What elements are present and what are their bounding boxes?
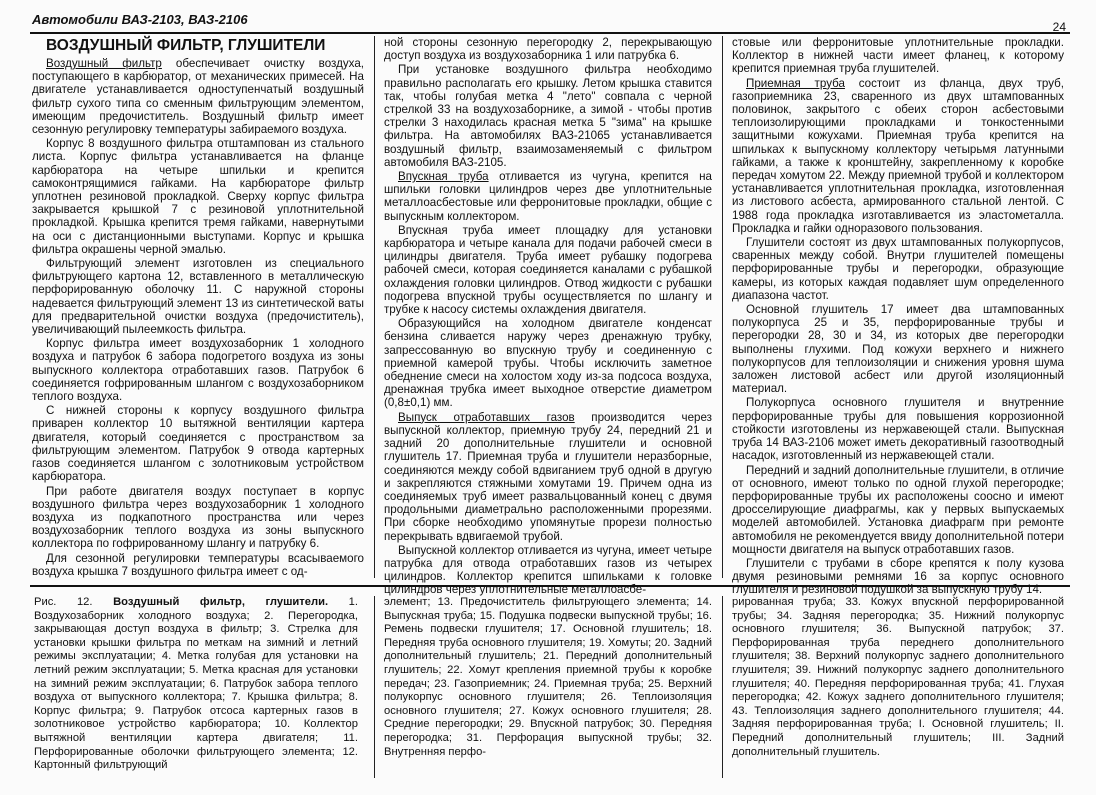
- term-exhaust: Выпуск отработавших газов: [398, 410, 575, 424]
- text-column-3: [732, 36, 1065, 597]
- paragraph: [384, 170, 712, 223]
- paragraph-text: отливается из чугуна, крепится на шпильки головки цилиндров через две уплотнительные металлоасбестовые или ферронитовые прокладки, общие с выпускным коллектором.: [384, 170, 712, 223]
- running-head: Автомобили ВАЗ-2103, ВАЗ-2106: [32, 12, 248, 27]
- paragraph: Впускная труба имеет площадку для установки карбюратора и четыре канала для подачи рабочей смеси в цилиндры двигателя. Труба имеет рубашку подогрева рабочей смеси, которая соединяется каналами с рубашкой охлаждения головки цилиндров. Отвод жидкости с рубашки подогрева впускной трубы осуществляется по шлангу и трубке к насосу системы охлаждения двигателя.: [384, 223, 712, 317]
- paragraph-text: состоит из фланца, двух труб, газоприемника 23, сваренного из двух штампованных половинок, закрытого с обеих сторон асбестовыми теплоизолирующими прокладками и тонкостенными защитными кожухами. Приемная труба крепится на шпильках к выпускному коллектору четырьмя латунными гайками, а также к кронштейну, закрепленному к коробке передач хомутом 22. Между приемной трубой и коллектором устанавливается уплотнительная прокладка, изготовленная из листового асбеста, армированного стальной лентой. С 1988 года прокладка изготавливается из эластометалла. Прокладка и гайки одноразового пользования.: [732, 76, 1065, 235]
- paragraph: Глушители с трубами в сборе крепятся к полу кузова двумя резиновыми ремнями 16 за корпус основного глушителя и резиновой подушкой за выпускную трубу 14.: [732, 556, 1064, 597]
- text-column-2: [384, 36, 713, 597]
- paragraph: Полукорпуса основного глушителя и внутренние перфорированные трубы для повышения коррозионной стойкости изготовлены из нержавеющей стали. Выпускная труба 14 ВАЗ-2106 может иметь декоративный газоотводный насадок, изготовленный из нержавеющей стали.: [732, 396, 1064, 463]
- figure-caption-col-2: элемент; 13. Предочиститель фильтрующего элемента; 14. Выпускная труба; 15. Подушка подвески выпускной трубы; 16. Ремень подвески глушителя; 17. Основной глушитель; 18. Передняя труба основного глушителя; 19. Хомуты; 20. Задний дополнительный глушитель; 21. Передний дополнительный глушитель; 22. Хомут крепления приемной трубы к коробке передач; 23. Газоприемник; 24. Приемная труба; 25. Верхний полукорпус основного глушителя; 26. Теплоизоляция основного глушителя; 27. Кожух основного глушителя; 28. Средние перегородки; 29. Впускной патрубок; 30. Передняя перегородка; 31. Перфорация выпускной трубы; 32. Внутренняя перфо-: [384, 596, 712, 758]
- paragraph: Глушители состоят из двух штампованных полукорпусов, сваренных между собой. Внутри глушителей помещены перфорированные трубы и перегородки, образующие камеры, из которых каждая подавляет шум определенного диапазона частот.: [732, 236, 1064, 302]
- paragraph: Образующийся на холодном двигателе конденсат бензина сливается наружу через дренажную трубку, запрессованную во впускную трубу и соединенную с приемной камерой трубы. Чтобы исключить заметное обеднение смеси на холостом ходу из-за подсоса воздуха, дренажная трубка имеет выходное отверстие диаметром (0,8±0,1) мм.: [384, 317, 712, 410]
- paragraph: Для сезонной регулировки температуры всасываемого воздуха крышка 7 воздушного фильтра имеет с од-: [32, 551, 364, 578]
- term-receiving-pipe: Приемная труба: [746, 76, 845, 90]
- paragraph: [384, 411, 712, 543]
- paragraph: При установке воздушного фильтра необходимо правильно располагать его крышку. Летом крышка ставится так, чтобы голубая метка 4 "лето" совпала с черной стрелкой 33 на воздухозаборнике, а зимой - чтобы против стрелки 3 находилась красная метка 5 "зима" на крышке фильтра. На автомобилях ВАЗ-21065 устанавливается воздушный фильтр, взаимозаменяемый с фильтром автомобиля ВАЗ-2105.: [384, 63, 712, 169]
- page-number: 24: [1052, 20, 1066, 34]
- caption-divider: [722, 596, 723, 778]
- paragraph: При работе двигателя воздух поступает в корпус воздушного фильтра через воздухозаборник 1 холодного воздуха из подкапотного пространства или через воздухозаборник теплого воздуха из зоны выпускного коллектора по гофрированному шлангу и патрубку 6.: [32, 484, 364, 551]
- paragraph: Корпус 8 воздушного фильтра отштампован из стального листа. Корпус фильтра устанавливается на фланце карбюратора на четыре шпильки и крепится самоконтрящимися гайками. На карбюраторе фильтр уплотнен резиновой прокладкой. Сверху корпус фильтра закрывается крышкой 7 с резиновой уплотнительной прокладкой. Крышка крепится тремя гайками, навернутыми на оси с дистанционными выступами. Корпус и крышка фильтра окрашены черной эмалью.: [32, 137, 364, 256]
- column-divider: [722, 36, 723, 578]
- paragraph: стовые или ферронитовые уплотнительные прокладки. Коллектор в нижней части имеет фланец, к которому крепится приемная труба глушителей.: [732, 36, 1064, 76]
- figure-caption-col-3: рированная труба; 33. Кожух впускной перфорированной трубы; 34. Задняя перегородка; 35. Нижний полукорпус основного глушителя; 36. Выпускной патрубок; 37. Перфорированная труба переднего дополнительного глушителя; 38. Верхний полукорпус заднего дополнительного глушителя; 39. Нижний полукорпус заднего дополнительного глушителя; 40. Передняя перфорированная труба; 41. Глухая перегородка; 42. Кожух заднего дополнительного глушителя; 43. Теплоизоляция заднего дополнительного глушителя; 44. Задняя перфорированная труба; I. Основной глушитель; II. Передний дополнительный глушитель; III. Задний дополнительный глушитель.: [732, 596, 1064, 758]
- paragraph: ной стороны сезонную перегородку 2, перекрывающую доступ воздуха из воздухозаборника 1 или патрубка 6.: [384, 36, 712, 63]
- section-title: ВОЗДУШНЫЙ ФИЛЬТР, ГЛУШИТЕЛИ: [46, 37, 326, 54]
- page-header: [30, 10, 1070, 34]
- paragraph: Передний и задний дополнительные глушители, в отличие от основного, имеют только по одной глухой перегородке; перфорированные трубы их расположены соосно и имеют дросселирующие диафрагмы, как у первых выпускаемых моделей автомобилей. Установка диафрагм при ремонте автомобиля не рекомендуется ввиду дополнительной потери мощности двигателя на выпуск отработавших газов.: [732, 463, 1064, 556]
- paragraph: Фильтрующий элемент изготовлен из специального фильтрующего картона 12, вставленного в металлическую перфорированную оболочку 11. С наружной стороны надевается фильтрующий элемент 13 из синтетической ваты для предварительной очистки воздуха (предочиститель), увеличивающий пылеемкость фильтра.: [32, 257, 364, 337]
- figure-label: Рис. 12.: [34, 596, 93, 608]
- paragraph: [32, 57, 364, 136]
- caption-text: 1. Воздухозаборник холодного воздуха; 2. Перегородка, закрывающая доступ воздуха в фильтр; 3. Стрелка для установки крышки фильтра по меткам на зимний и летний режимы эксплуатации; 4. Метка голубая для установки на летний режим эксплуатации; 5. Метка красная для установки на зимний режим эксплуатации; 6. Патрубок забора теплого воздуха от выпускного коллектора; 7. Крышка фильтра; 8. Корпус фильтра; 9. Патрубок отсоса картерных газов в золотниковое устройство карбюратора; 10. Коллектор вытяжной вентиляции картера двигателя; 11. Перфорированные оболочки фильтрующего элемента; 12. Картонный фильтрующий: [34, 596, 358, 772]
- paragraph: [732, 77, 1064, 235]
- paragraph: Корпус фильтра имеет воздухозаборник 1 холодного воздуха и патрубок 6 забора подогретого воздуха из зоны выпускного коллектора отработавших газов. Патрубок 6 соединяется гофрированным шлангом с воздухозаборником теплого воздуха.: [32, 337, 364, 404]
- column-divider: [374, 36, 375, 578]
- paragraph: Основной глушитель 17 имеет два штампованных полукорпуса 25 и 35, перфорированные трубы и перегородки 28, 30 и 34, из которых две перегородки выполнены глухими. Под кожухи верхнего и нижнего полукорпусов для теплоизоляции и снижения уровня шума заложен листовой асбест или другой изоляционный материал.: [732, 303, 1064, 396]
- term-air-filter: Воздушный фильтр: [46, 57, 162, 70]
- text-column-1: [32, 36, 364, 576]
- paragraph-text: обеспечивает очистку воздуха, поступающего в карбюратор, от механических примесей. На двигателе устанавливается одноступенчатый воздушный фильтр сухого типа со сменным фильтрующим элементом, имеющим предочиститель. Воздушный фильтр имеет сезонную регулировку температуры забираемого воздуха.: [32, 57, 364, 137]
- caption-divider: [374, 596, 375, 778]
- paragraph-text: производится через выпускной коллектор, приемную трубу 24, передний 21 и задний 20 дополнительные глушители и основной глушитель 17. Приемная труба и глушители неразборные, соединяются между собой вдвиганием труб одной в другую и закрепляются стяжными хомутами 19. Причем одна из соединяемых труб имеет развальцованный конец с двумя продольными диаметрально расположенными прорезями. При сборке необходимо упомянутые прорези полностью перекрывать вдвигаемой трубой.: [384, 410, 713, 543]
- term-intake-pipe: Впускная труба: [398, 170, 489, 184]
- paragraph: Выпускной коллектор отливается из чугуна, имеет четыре патрубка для отвода отработавших газов из четырех цилиндров. Коллектор крепится шпильками к головке цилиндров через уплотнительные металлоасбе-: [384, 543, 712, 597]
- figure-caption-col-1: [34, 596, 358, 776]
- figure-title: Воздушный фильтр, глушители.: [113, 596, 329, 608]
- paragraph: С нижней стороны к корпусу воздушного фильтра приварен коллектор 10 вытяжной вентиляции картера двигателя, который соединяется с пространством за фильтрующим элементом. Патрубок 9 отвода картерных газов соединяется шлангом с золотниковым устройством карбюратора.: [32, 404, 364, 484]
